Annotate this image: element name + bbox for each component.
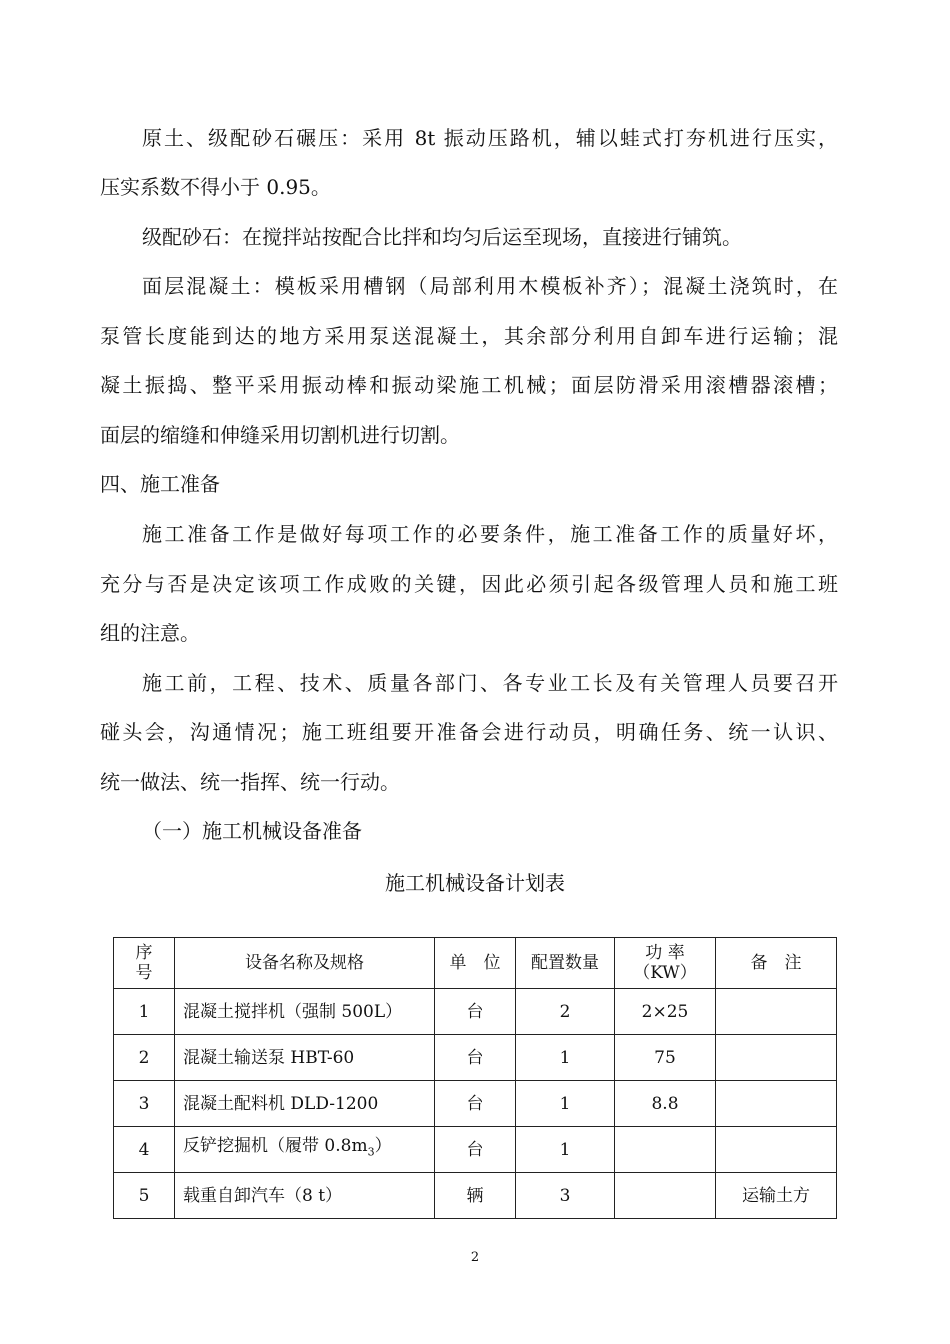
cell-power: 2×25 [615, 989, 716, 1035]
cell-name: 混凝土配料机 DLD-1200 [175, 1081, 435, 1127]
table-row [114, 1081, 837, 1127]
paragraph-line: 施工准备工作是做好每项工作的必要条件，施工准备工作的质量好坏， [142, 522, 838, 546]
cell-unit: 台 [435, 1035, 516, 1081]
paragraph-line: 碰头会，沟通情况；施工班组要开准备会进行动员，明确任务、统一认识、 [100, 720, 838, 744]
cell-unit: 台 [435, 989, 516, 1035]
paragraph-line: 级配砂石：在搅拌站按配合比拌和均匀后运至现场，直接进行铺筑。 [142, 225, 742, 249]
cell-note [716, 1127, 837, 1173]
cell-unit: 台 [435, 1127, 516, 1173]
paragraph-line: 施工前，工程、技术、质量各部门、各专业工长及有关管理人员要召开 [142, 671, 838, 695]
cell-seq: 1 [114, 989, 175, 1035]
cell-name: 混凝土搅拌机（强制 500L） [175, 989, 435, 1035]
header-unit: 单 位 [435, 938, 516, 989]
cell-seq: 2 [114, 1035, 175, 1081]
paragraph-line: 面层混凝土：模板采用槽钢（局部利用木模板补齐）；混凝土浇筑时，在 [142, 274, 838, 298]
page-number: 2 [470, 1250, 480, 1265]
subsection-heading: （一）施工机械设备准备 [142, 819, 362, 843]
paragraph-line: 凝土振捣、整平采用振动棒和振动梁施工机械；面层防滑采用滚槽器滚槽； [100, 373, 838, 397]
equipment-table [113, 937, 837, 1219]
cell-note [716, 1081, 837, 1127]
cell-qty: 1 [516, 1035, 615, 1081]
cell-unit: 辆 [435, 1173, 516, 1219]
cell-name: 反铲挖掘机（履带 $0.8m_3$） [175, 1127, 435, 1173]
cell-seq: 5 [114, 1173, 175, 1219]
cell-seq: 4 [114, 1127, 175, 1173]
paragraph-line: 原土、级配砂石碾压：采用 8t 振动压路机，辅以蛙式打夯机进行压实， [142, 126, 838, 150]
cell-power: 8.8 [615, 1081, 716, 1127]
header-qty: 配置数量 [516, 938, 615, 989]
table-title: 施工机械设备计划表 [385, 871, 565, 895]
cell-unit: 台 [435, 1081, 516, 1127]
cell-power: 75 [615, 1035, 716, 1081]
cell-seq: 3 [114, 1081, 175, 1127]
cell-note: 运输土方 [716, 1173, 837, 1219]
table-row [114, 1035, 837, 1081]
cell-qty: 3 [516, 1173, 615, 1219]
paragraph-line: 面层的缩缝和伸缝采用切割机进行切割。 [100, 423, 460, 447]
table-row [114, 1127, 837, 1173]
cell-name: 载重自卸汽车（8 t） [175, 1173, 435, 1219]
cell-qty: 2 [516, 989, 615, 1035]
paragraph-line: 统一做法、统一指挥、统一行动。 [100, 770, 400, 794]
header-note: 备 注 [716, 938, 837, 989]
paragraph-line: 充分与否是决定该项工作成败的关键，因此必须引起各级管理人员和施工班 [100, 572, 838, 596]
cell-power [615, 1127, 716, 1173]
cell-qty: 1 [516, 1127, 615, 1173]
table-row [114, 989, 837, 1035]
header-power: 功 率 （KW） [615, 938, 716, 989]
paragraph-line: 压实系数不得小于 0.95。 [100, 175, 331, 199]
header-seq: 序 号 [114, 938, 175, 989]
table-row [114, 1173, 837, 1219]
paragraph-line: 泵管长度能到达的地方采用泵送混凝土，其余部分利用自卸车进行运输；混 [100, 324, 838, 348]
section-heading: 四、施工准备 [100, 472, 220, 496]
cell-note [716, 1035, 837, 1081]
cell-qty: 1 [516, 1081, 615, 1127]
cell-name: 混凝土输送泵 HBT-60 [175, 1035, 435, 1081]
cell-note [716, 989, 837, 1035]
header-name: 设备名称及规格 [175, 938, 435, 989]
cell-power [615, 1173, 716, 1219]
table-header-row [114, 938, 837, 989]
paragraph-line: 组的注意。 [100, 621, 200, 645]
